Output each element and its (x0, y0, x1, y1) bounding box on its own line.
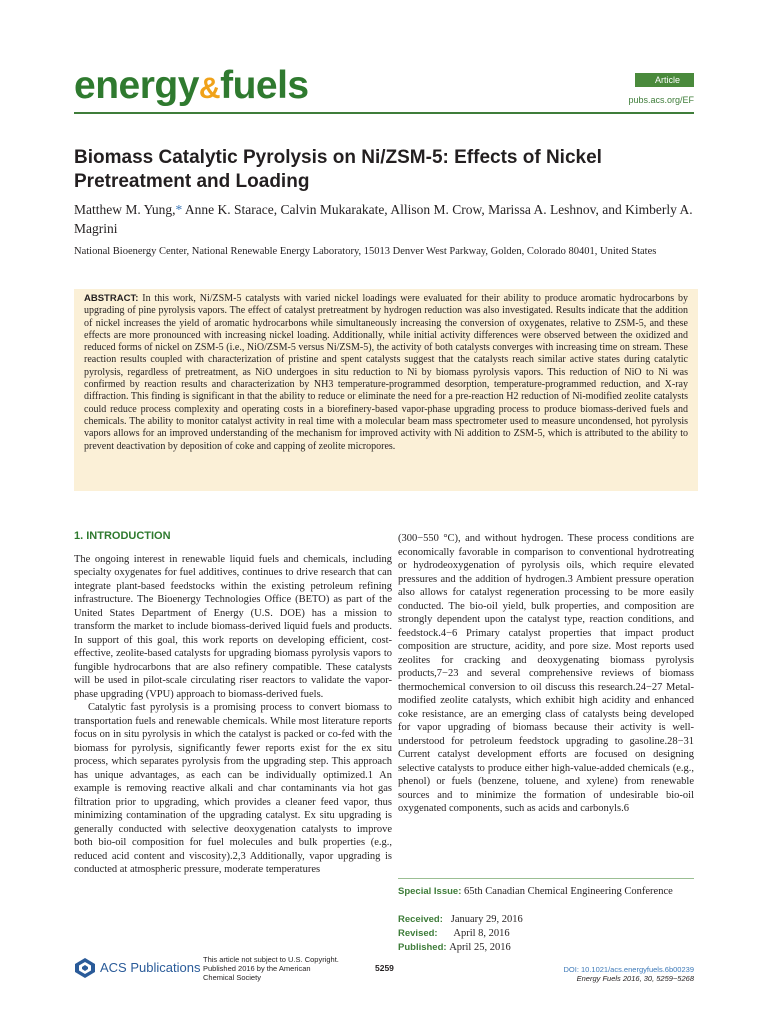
publisher-name: ACS Publications (100, 960, 201, 975)
journal-logo-part2: fuels (220, 64, 309, 107)
left-column (74, 530, 392, 877)
received-label: Received: (398, 914, 443, 925)
revised-value: April 8, 2016 (453, 928, 510, 939)
revised-label: Revised: (398, 928, 438, 939)
paper-title: Biomass Catalytic Pyrolysis on Ni/ZSM-5: Effects of Nickel Pretreatment and Loading (74, 147, 602, 192)
acs-logo-icon (74, 957, 96, 979)
published-value: April 25, 2016 (449, 942, 511, 953)
author-list (74, 200, 694, 238)
article-dates (398, 913, 694, 955)
received-date (398, 913, 694, 927)
intro-paragraph-1: The ongoing interest in renewable liquid fuels and chemicals, including specialty oxygenates for fuel additives, continues to drive research that can integrate plant-based feedstocks within the existing petroleum refining infrastructure. The Bioenergy Technologies Office (BETO) as part of the United States Department of Energy (U.S. DOE) has a mission to transform the market to include biomass-derived liquid fuels and products. In support of this goal, this work reports on developing efficient, cost-effective, zeolite-based catalysts for upgrading biomass pyrolysis vapors to fungible hydrocarbons that are also refinery compatible. These catalysts will be used in pilot-scale circulating riser reactors to validate the vapor-phase upgrading (VPU) approach to biomass-derived fuels. (74, 553, 392, 700)
citation-info (563, 965, 694, 983)
right-column (398, 532, 694, 816)
intro-paragraph-2: Catalytic fast pyrolysis is a promising process to convert biomass to transportation fuels and renewable chemicals. While most literature reports focus on in situ pyrolysis in which the catalyst is packed or co-fed with the biomass for pyrolysis, significantly fewer reports exist for the ex situ process, which separates pyrolysis from the upgrading step. This approach has unique advantages, as each can be individually optimized.1 An example is removing reactive alkali and char contaminants via hot gas filtration prior to upgrading, which provides a cleaner feed vapor, thus minimizing contamination of the upgrading catalyst. Ex situ upgrading is generally conducted with selective deoxygenation catalysts to improve both bio-oil composition for fuel molecules and bulk properties (e.g., reduced acid content and viscosity).2,3 Additionally, vapor upgrading is conducted at atmospheric pressure, moderate temperatures (74, 702, 392, 875)
journal-logo-ampersand: & (198, 72, 221, 105)
affiliation: National Bioenergy Center, National Renewable Energy Laboratory, 15013 Denver West Parkway, Golden, Colorado 80401, United States (74, 246, 657, 257)
abstract-box (74, 289, 698, 491)
special-issue-label: Special Issue: (398, 886, 462, 897)
revised-date (398, 927, 694, 941)
header-rule (74, 112, 694, 114)
abstract-text: In this work, Ni/ZSM-5 catalysts with varied nickel loadings were evaluated for their ability to produce aromatic hydrocarbons by upgrading of pine pyrolysis vapors. The effect of catalyst pretreatment by hydrogen reduction was also investigated. Results indicate that the addition of nickel increases the yield of aromatic hydrocarbons while simultaneously increasing the conversion of oxygenates, relative to ZSM-5, and these effects are more pronounced with increasing nickel loading. Additionally, while initial activity differences were observed between the oxidized and reduced forms of nickel on ZSM-5 (i.e., NiO/ZSM-5 versus Ni/ZSM-5), the activity of both catalysts converges with increasing time on stream. These reaction results coupled with characterization of pristine and spent catalysts suggest that the catalysts reach similar active states during catalytic pyrolysis, regardless of pretreatment, as NiO undergoes in situ reduction to Ni by biomass pyrolysis vapors. This reduction of NiO to Ni was confirmed by reaction results and characterization by NH3 temperature-programmed desorption, temperature-programmed reduction, and X-ray diffraction. This finding is significant in that the ability to reduce or eliminate the need for a pre-reaction H2 reduction of Ni-modified zeolite catalysts could reduce process complexity and operating costs in a biorefinery-based vapor-phase upgrading process to produce biomass-derived fuels and chemicals. The ability to monitor catalyst activity in real time with a molecular beam mass spectrometer used to measure uncondensed, hot pyrolysis vapors allows for an improved understanding of the mechanism for improved activity with Ni addition to ZSM-5, which is attributed to the ability to prevent deactivation by deposition of coke and capping of zeolite micropores. (84, 293, 689, 452)
published-date (398, 941, 694, 955)
journal-logo (74, 64, 309, 108)
article-type-badge: Article (635, 73, 694, 87)
intro-paragraph-3: (300−550 °C), and without hydrogen. These process conditions are economically favorable in comparison to conventional hydrotreating or hydrodeoxygenation of pyrolysis oils, which require elevated pressures and the addition of hydrogen.3 Ambient pressure operation also allows for catalyst regeneration processing to be more easily conducted. The bio-oil yield, bulk properties, and composition are strongly dependent upon the catalyst type, reaction conditions, and feedstock.4−6 Primary catalyst properties that impact product composition are structure, acidity, and pore size. Most reports used zeolites for cracking and deoxygenating biomass pyrolysis products,7−23 and several comprehensive reviews of biomass thermochemical conversion to oil discuss this research.24−27 Metal-modified zeolite catalysts, which exhibit high acidity and enhanced coke resistance, are an emerging class of catalysts being developed for vapor upgrading of biomass because their activity is well-understood for petroleum feedstock upgrading to gasoline.28−31 Current catalyst development efforts are focused on designing selective catalysts to produce either high-value-added chemicals (e.g., phenol) or fuels (benzene, toluene, and xylene) from renewable sources and to minimize the formation of undesirable bio-oil oxygenated components, such as acids and carbonyls.6 (398, 533, 694, 814)
page-number: 5259 (375, 963, 394, 973)
corresponding-author: Matthew M. Yung, (74, 202, 176, 217)
special-issue (398, 885, 694, 899)
journal-url[interactable]: pubs.acs.org/EF (628, 95, 694, 105)
special-issue-value: 65th Canadian Chemical Engineering Conference (464, 886, 673, 897)
abstract-label: ABSTRACT: (84, 293, 139, 304)
received-value: January 29, 2016 (450, 914, 523, 925)
section-heading-introduction: 1. INTRODUCTION (74, 530, 171, 542)
article-info-box (398, 878, 694, 955)
page-footer (74, 955, 694, 985)
copyright-notice: This article not subject to U.S. Copyright. Published 2016 by the American Chemical Society (203, 955, 339, 982)
journal-citation: Energy Fuels 2016, 30, 5259−5268 (576, 974, 694, 983)
published-label: Published: (398, 942, 447, 953)
corresponding-author-star[interactable]: * (175, 202, 183, 217)
doi-link[interactable]: DOI: 10.1021/acs.energyfuels.6b00239 (563, 965, 694, 974)
coauthors: Anne K. Starace, Calvin Mukarakate, Allison M. Crow, Marissa A. Leshnov, and Kimberly A. Magrini (74, 202, 693, 236)
journal-logo-part1: energy (74, 64, 199, 107)
